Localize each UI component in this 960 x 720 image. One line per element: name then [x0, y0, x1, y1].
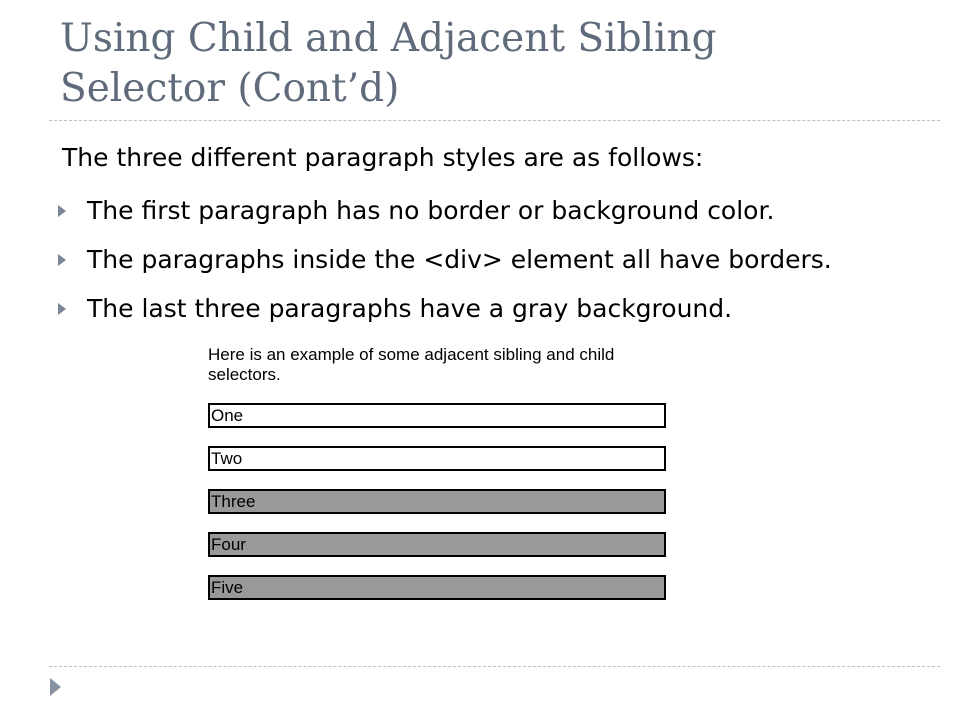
- bullet-item-gray-background: [58, 284, 832, 333]
- triangle-bullet-icon: [58, 254, 66, 266]
- example-paragraph-three: Three: [208, 489, 666, 514]
- example-paragraph-five: Five: [208, 575, 666, 600]
- top-dashed-divider: [49, 120, 940, 121]
- triangle-bullet-icon: [58, 205, 66, 217]
- triangle-bullet-icon: [58, 303, 66, 315]
- bullet-text-div-paragraphs: The paragraphs inside the <div> element all have borders.: [87, 244, 832, 274]
- bullet-list: [58, 186, 832, 333]
- intro-text: The three different paragraph styles are as follows:: [62, 143, 704, 172]
- bullet-item-div-paragraphs: [58, 235, 832, 284]
- bullet-text-gray-background: The last three paragraphs have a gray background.: [87, 293, 733, 323]
- example-paragraph-four: Four: [208, 532, 666, 557]
- bullet-item-first-paragraph: [58, 186, 832, 235]
- bullet-text-first-paragraph: The first paragraph has no border or background color.: [87, 195, 775, 225]
- slide-title: [60, 14, 920, 114]
- bottom-dashed-divider: [49, 666, 940, 667]
- selector-example: [208, 345, 666, 618]
- example-paragraph-two: Two: [208, 446, 666, 471]
- triangle-right-icon: [50, 678, 61, 696]
- example-paragraph-one: One: [208, 403, 666, 428]
- title-line-2: Selector (Cont’d): [60, 66, 400, 111]
- example-caption: Here is an example of some adjacent sibling and child selectors.: [208, 345, 615, 384]
- title-line-1: Using Child and Adjacent Sibling: [60, 16, 717, 61]
